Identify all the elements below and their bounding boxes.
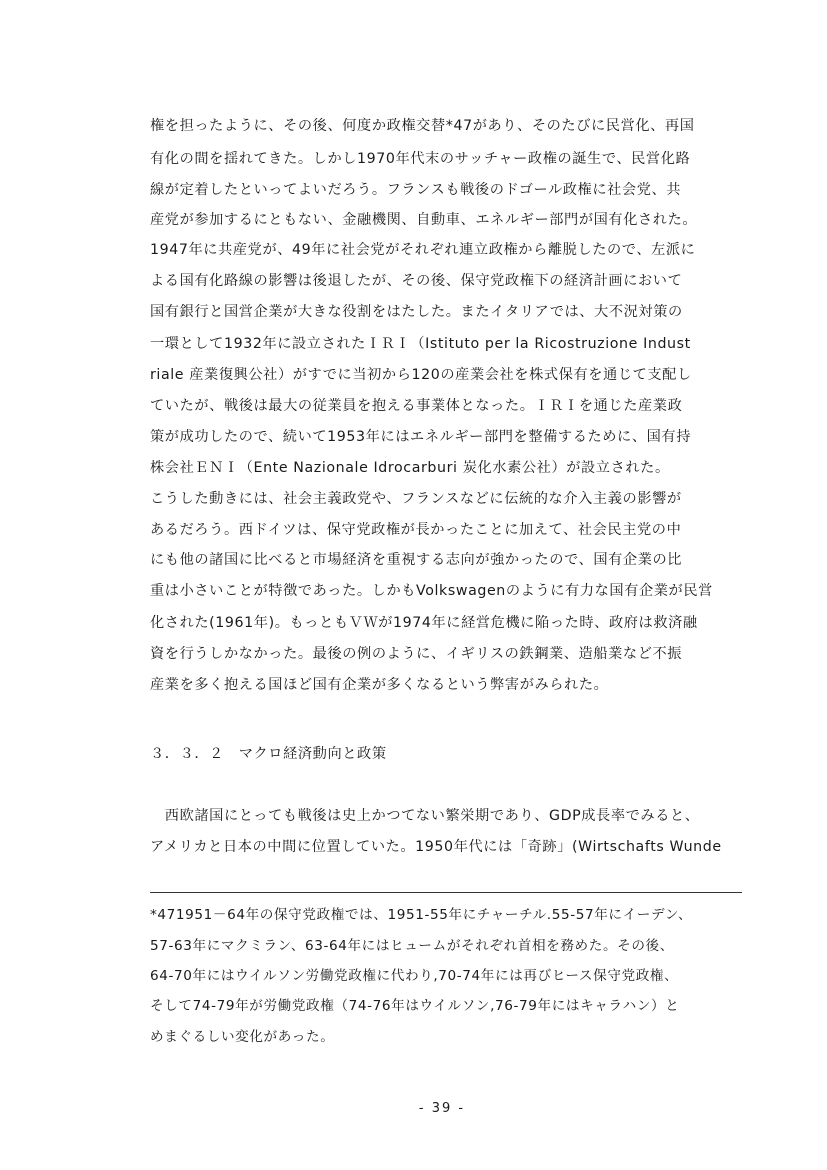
body-line: こうした動きには、社会主義政党や、フランスなどに伝統的な介入主義の影響が — [150, 491, 682, 507]
page-number: - 39 - — [418, 1101, 466, 1116]
body-line: 線が定着したといってよいだろう。フランスも戦後のドゴール政権に社会党、共 — [150, 182, 682, 198]
body-line: 一環として1932年に設立されたＩＲＩ（Istituto per la Ricostruzione Indust — [150, 336, 691, 352]
footnote-line: そして74-79年が労働党政権（74-76年はウイルソン,76-79年にはキャラハン）と — [150, 998, 680, 1014]
body-line: 産業を多く抱える国ほど国有企業が多くなるという弊害がみられた。 — [150, 677, 609, 693]
body-line: 重は小さいことが特徴であった。しかもVolkswagenのように有力な国有企業が民営 — [150, 583, 713, 599]
body-line: 策が成功したので、続いて1953年にはエネルギー部門を整備するために、国有持 — [150, 429, 691, 445]
body-line: 資を行うしかなかった。最後の例のように、イギリスの鉄鋼業、造船業など不振 — [150, 646, 683, 662]
body-line: 株会社ＥＮＩ（Ente Nazionale Idrocarburi 炭化水素公社）が設立された。 — [150, 460, 670, 476]
footnote-divider — [150, 892, 742, 893]
body-line: アメリカと日本の中間に位置していた。1950年代には「奇跡」(Wirtschafts Wunde — [150, 839, 722, 855]
body-line: 国有銀行と国営企業が大きな役割をはたした。またイタリアでは、大不況対策の — [150, 304, 683, 320]
body-line: 権を担ったように、その後、何度か政権交替*47があり、そのたびに民営化、再国 — [150, 118, 695, 134]
footnote-line: 64-70年にはウイルソン労働党政権に代わり,70-74年には再びヒース保守党政権、 — [150, 968, 679, 984]
body-line: 有化の間を揺れてきた。しかし1970年代末のサッチャー政権の誕生で、民営化路 — [150, 151, 691, 167]
footnote-line: *471951－64年の保守党政権では、1951-55年にチャーチル.55-57年にイーデン、 — [150, 907, 693, 923]
body-line: よる国有化路線の影響は後退したが、その後、保守党政権下の経済計画において — [150, 273, 683, 289]
body-line: ていたが、戦後は最大の従業員を抱える事業体となった。ＩＲＩを通じた産業政 — [150, 398, 683, 414]
body-line: にも他の諸国に比べると市場経済を重視する志向が強かったので、国有企業の比 — [150, 552, 683, 568]
section-heading: ３．３．２ マクロ経済動向と政策 — [150, 746, 387, 762]
body-line: あるだろう。西ドイツは、保守党政権が長かったことに加えて、社会民主党の中 — [150, 522, 682, 538]
body-line: riale 産業復興公社）がすでに当初から120の産業会社を株式保有を通じて支配し — [150, 367, 692, 383]
body-line: 西欧諸国にとっても戦後は史上かつてない繁栄期であり、GDP成長率でみると、 — [150, 808, 700, 824]
body-line: 1947年に共産党が、49年に社会党がそれぞれ連立政権から離脱したので、左派に — [150, 242, 696, 258]
body-line: 化された(1961年)。もっともＶＷが1974年に経営危機に陥った時、政府は救済融 — [150, 615, 698, 631]
body-line: 産党が参加するにともない、金融機関、自動車、エネルギー部門が国有化された。 — [150, 212, 698, 228]
footnote-line: めまぐるしい変化があった。 — [150, 1029, 335, 1045]
footnote-line: 57-63年にマクミラン、63-64年にはヒュームがそれぞれ首相を務めた。その後、 — [150, 938, 674, 954]
